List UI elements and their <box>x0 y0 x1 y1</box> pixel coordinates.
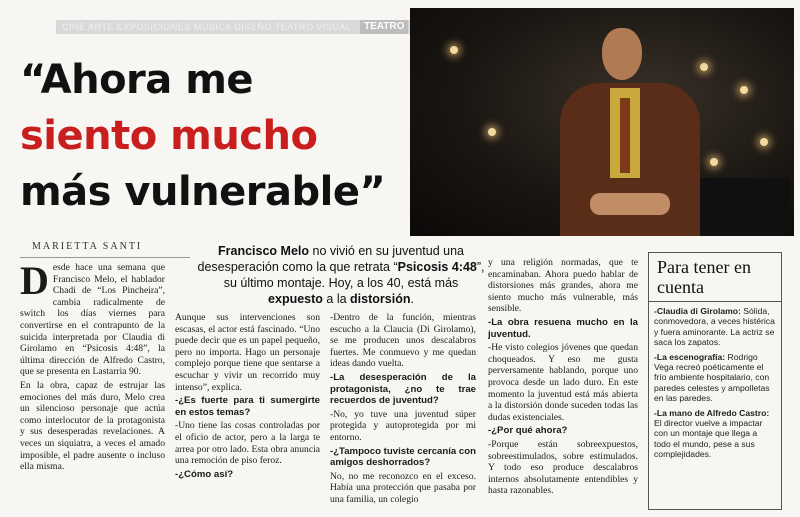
paragraph: -Dentro de la función, mientras escucho a la Claucia (Di Girolamo), se me producen unos descalabros fuertes. Me conmuevo y me quedan ideas dando vuelta. <box>330 312 476 370</box>
sidebar-entry <box>654 306 776 348</box>
paragraph: -Porque están sobreexpuestos, sobreestimulados, sobre estimulados. Y todo eso produce descalabros internos absolutamente entendibles y hasta razonables. <box>488 438 638 497</box>
paragraph: esde hace una semana que Francisco Melo, el hablador Chadi de “Los Pincheira”, cambia radicalmente de switch los días viernes para convertirse en el contrapunto de la suicida interpretada por Claudia di Girolamo en “Psicosis 4:48”, la última dirección de Alfredo Castro, que se presenta en Lastarria 90. <box>20 262 165 378</box>
section-tag: TEATRO <box>360 20 408 34</box>
interview-question: -La obra resuena mucho en la juventud. <box>488 316 638 340</box>
stage-light <box>700 63 708 71</box>
lead-text-2: ”, su último montaje. Hoy, a los 40, está más <box>223 260 485 290</box>
sidebar-entry <box>654 408 776 460</box>
paragraph: -No, yo tuve una juventud súper protegida y autoprotegida por mi entorno. <box>330 408 476 443</box>
paragraph: -Uno tiene las cosas controladas por el oficio de actor, pero a la larga te arrea por otro lado. Esta obra anuncia una remoción de piso feroz. <box>175 420 320 467</box>
sidebar-entries <box>649 302 781 468</box>
paragraph: Aunque sus intervenciones son escasas, el actor está fascinado. “Uno puede decir que es un papel pequeño, pero no importa. Hago un personaje complejo porque tiene que sentarse a escuchar y vivir un recorrido muy intenso”, explica. <box>175 312 320 393</box>
stage-light <box>488 128 496 136</box>
sidebar-entry-label: -La escenografía: <box>654 351 726 362</box>
actor-photo <box>410 8 794 236</box>
actor-head <box>602 28 642 80</box>
byline: MARIETTA SANTI <box>32 241 143 252</box>
paragraph: No, no me reconozco en el exceso. Había una protección que pasaba por una familia, un colegio <box>330 470 476 505</box>
interview-question: -La desesperación de la protagonista, ¿no te trae recuerdos de juventud? <box>330 371 476 407</box>
stage-light <box>450 46 458 54</box>
sidebar-title: Para tener en cuenta <box>649 253 781 302</box>
sidebar-entry-text: Rodrigo Vega recreó poéticamente el frío ambiente hospitalario, con paredes celestes y ampolletas en las paredes. <box>654 351 770 404</box>
interview-question: -¿Es fuerte para ti sumergirte en estos temas? <box>175 395 320 418</box>
sidebar-entry <box>654 352 776 404</box>
lead-paragraph <box>196 243 486 307</box>
lead-text-3: a la <box>322 292 351 306</box>
headline-line-2: siento mucho <box>20 113 318 159</box>
drop-cap: D <box>20 258 49 303</box>
article-column-1 <box>20 258 165 475</box>
stage-light <box>760 138 768 146</box>
interview-question: -¿Por qué ahora? <box>488 425 568 437</box>
lead-play: Psicosis 4:48 <box>397 260 477 274</box>
stage-light <box>740 86 748 94</box>
lead-text-4: . <box>410 292 414 306</box>
interview-question: -¿Tampoco tuviste cercanía con amigos deshorrados? <box>330 445 476 469</box>
article-column-2 <box>175 312 320 482</box>
sidebar-entry-text: El director vuelve a impactar con un montaje que llega a todo el mundo, pese a sus complejidades. <box>654 418 763 460</box>
headline-line-1: “Ahora me <box>20 57 253 103</box>
paragraph: En la obra, capaz de estrujar las emociones del más duro, Melo crea un silencioso personaje que actúa como interlocutor de la protagonista y sus desesperadas revelaciones. A veces un siquiatra, a veces el amado imposible, el padre ausente o incluso ella misma. <box>20 379 165 473</box>
paragraph: y una religión normadas, que te encaminaban. Ahora puedo hablar de distorsiones más grandes, ahora me siento mucho más vulnerable, más sensible. <box>488 257 638 315</box>
sidebar-entry-label: -La mano de Alfredo Castro: <box>654 407 770 418</box>
headline-line-3: más vulnerable” <box>20 169 386 215</box>
article-column-4 <box>488 257 638 499</box>
actor-tie <box>620 98 630 173</box>
paragraph: -He visto colegios jóvenes que quedan choqueados. Y eso me gusta perversamente hablando, porque uno provoca desde un lado duro. En este momento la juventud está más abierta a la distorsión donde suceden todas las dudas existenciales. <box>488 342 638 423</box>
lead-text-1: no vivió en su juventud una desesperación como la que retrata “ <box>197 244 464 274</box>
sidebar-entry-text: Sólida, conmovedora, a veces histérica y fuera aminorante. La actriz se saca los zapatos. <box>654 306 775 348</box>
actor-hands <box>590 193 670 215</box>
lead-expuesto: expuesto <box>268 292 323 306</box>
interview-question: -¿Cómo así? <box>175 468 234 480</box>
sidebar-entry-label: -Claudia di Girolamo: <box>654 306 741 316</box>
lead-distorsion: distorsión <box>350 292 411 306</box>
lead-name: Francisco Melo <box>218 244 310 258</box>
section-strip: CINE ARTE EXPOSICIONES MÚSICA DISEÑO TEATRO VISUAL <box>56 20 411 34</box>
sidebar-box <box>648 252 782 510</box>
article-column-3 <box>330 312 476 508</box>
stage-light <box>710 158 718 166</box>
headline <box>20 52 420 220</box>
